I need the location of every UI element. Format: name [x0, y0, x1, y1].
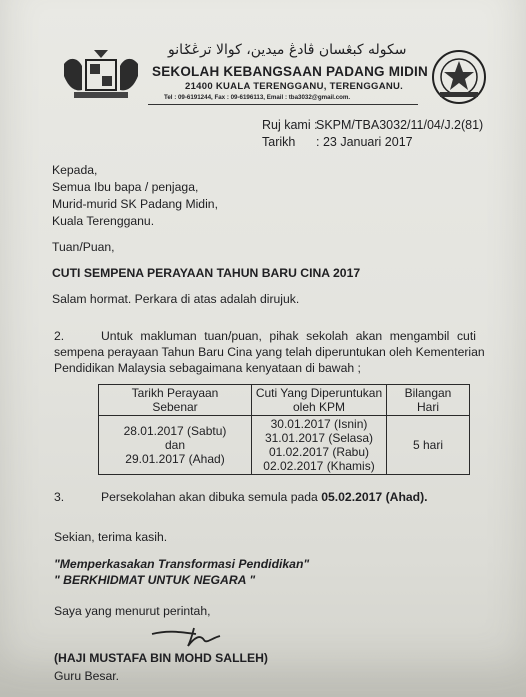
- para2-number: 2.: [54, 329, 65, 343]
- table-cell-actual-date: 28.01.2017 (Sabtu) dan 29.01.2017 (Ahad): [99, 416, 252, 475]
- letter-subject: CUTI SEMPENA PERAYAAN TAHUN BARU CINA 2017: [52, 266, 361, 280]
- ref-label: Ruj kami :: [262, 118, 318, 132]
- table-header-cell: Bilangan Hari: [387, 385, 470, 416]
- table-header-row: [99, 385, 470, 416]
- salutation: Tuan/Puan,: [52, 240, 115, 254]
- motto-1: "Memperkasakan Transformasi Pendidikan": [54, 557, 310, 571]
- recipient-line-1: Kepada,: [52, 163, 98, 177]
- recipient-line-2: Semua Ibu bapa / penjaga,: [52, 180, 199, 194]
- para2-line-2: sempena perayaan Tahun Baru Cina yang telah diperuntukan oleh Kementerian: [54, 345, 485, 359]
- date-label: Tarikh: [262, 135, 296, 149]
- recipient-line-3: Murid-murid SK Padang Midin,: [52, 197, 218, 211]
- para3-text: Persekolahan akan dibuka semula pada 05.02.2017 (Ahad).: [101, 490, 428, 504]
- para3-number: 3.: [54, 490, 65, 504]
- signatory-title: Guru Besar.: [54, 669, 120, 683]
- header-divider: [148, 104, 418, 105]
- para2-line-1: Untuk makluman tuan/puan, pihak sekolah akan mengambil cuti: [101, 329, 476, 343]
- school-name: SEKOLAH KEBANGSAAN PADANG MIDIN: [152, 64, 428, 79]
- table-row: [99, 416, 470, 475]
- greeting: Salam hormat. Perkara di atas adalah dirujuk.: [52, 292, 300, 306]
- recipient-line-4: Kuala Terengganu.: [52, 214, 155, 228]
- signature-icon: [150, 622, 222, 648]
- closing: Sekian, terima kasih.: [54, 530, 168, 544]
- table-cell-allocated-dates: 30.01.2017 (Isnin) 31.01.2017 (Selasa) 01.02.2017 (Rabu) 02.02.2017 (Khamis): [252, 416, 387, 475]
- coat-of-arms-icon: [60, 46, 142, 102]
- table-header-cell: Tarikh Perayaan Sebenar: [99, 385, 252, 416]
- school-address: 21400 KUALA TERENGGANU, TERENGGANU.: [185, 81, 404, 92]
- table-header-cell: Cuti Yang Diperuntukan oleh KPM: [252, 385, 387, 416]
- ref-value: SKPM/TBA3032/11/04/J.2(81): [316, 118, 484, 132]
- signatory-name: (HAJI MUSTAFA BIN MOHD SALLEH): [54, 651, 268, 665]
- para2-line-3: Pendidikan Malaysia sebagaimana kenyataan di bawah ;: [54, 361, 361, 375]
- table-cell-day-count: 5 hari: [387, 416, 470, 475]
- school-emblem-icon: [430, 48, 488, 106]
- date-value: : 23 Januari 2017: [316, 135, 413, 149]
- signoff-line: Saya yang menurut perintah,: [54, 604, 211, 618]
- contact-line: Tel : 09-6191244, Fax : 09-6196113, Email : tba3032@gmail.com.: [164, 94, 351, 101]
- school-name-jawi: سکوله کبڠسان ڤادڠ ميدين، کوالا ترڠݢانو: [168, 42, 407, 58]
- holiday-table: [98, 384, 470, 475]
- motto-2: " BERKHIDMAT UNTUK NEGARA ": [54, 573, 256, 587]
